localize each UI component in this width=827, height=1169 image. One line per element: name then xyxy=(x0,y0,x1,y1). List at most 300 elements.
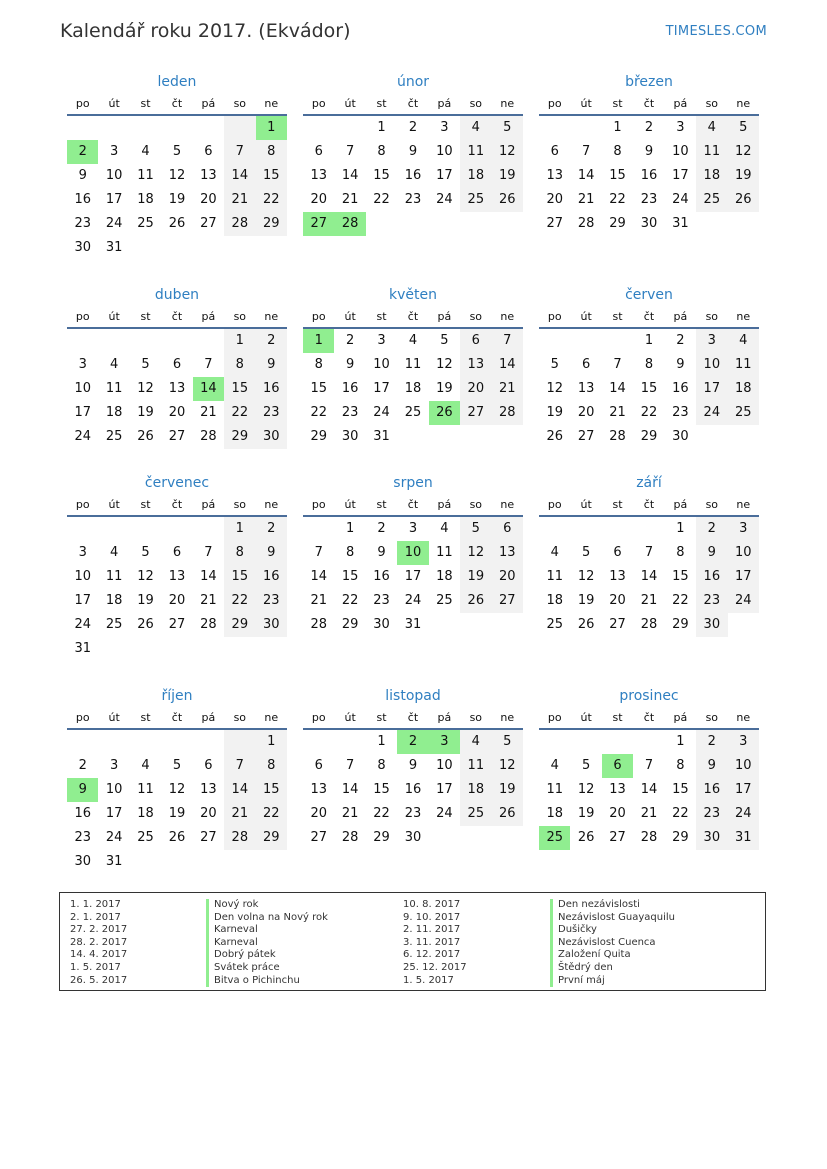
calendar-day: 12 xyxy=(436,357,453,372)
calendar-day: 11 xyxy=(728,353,759,377)
calendar-day: 16 xyxy=(74,806,91,821)
day-grid xyxy=(303,517,523,637)
calendar-day: 18 xyxy=(105,593,123,608)
day-grid xyxy=(67,517,287,661)
weekday-label: čt xyxy=(171,310,183,323)
day-grid xyxy=(67,329,287,449)
calendar-day: 25 xyxy=(546,617,563,632)
calendar-day: 25 xyxy=(105,617,123,632)
calendar-day: 2 xyxy=(78,758,87,773)
holiday-day: 25 xyxy=(539,826,570,850)
calendar-day: 9 xyxy=(408,144,418,159)
empty-cell xyxy=(161,517,192,541)
calendar-day: 27 xyxy=(168,617,186,632)
calendar-day: 8 xyxy=(224,541,255,565)
calendar-day: 14 xyxy=(492,353,523,377)
weekday-label: pá xyxy=(673,97,688,110)
weekday-label: čt xyxy=(643,310,655,323)
holiday-day: 1 xyxy=(303,329,334,353)
empty-cell xyxy=(570,116,601,140)
calendar-day: 3 xyxy=(377,333,386,348)
calendar-day: 23 xyxy=(256,401,287,425)
day-grid xyxy=(539,116,759,236)
calendar-day: 27 xyxy=(609,830,626,845)
calendar-day: 15 xyxy=(373,782,390,797)
calendar-day: 22 xyxy=(256,802,287,826)
calendar-day: 26 xyxy=(546,429,563,444)
calendar-day: 24 xyxy=(672,192,689,207)
legend-date: 9. 10. 2017 xyxy=(403,911,461,923)
calendar-day: 11 xyxy=(137,782,154,797)
weekday-label: pá xyxy=(201,310,216,323)
calendar-day: 29 xyxy=(224,425,255,449)
empty-cell xyxy=(303,730,334,754)
weekday-label: so xyxy=(233,310,247,323)
calendar-day: 19 xyxy=(492,778,523,802)
site-link[interactable]: TIMESLES.COM xyxy=(665,24,767,39)
calendar-day: 14 xyxy=(577,168,595,183)
calendar-day: 12 xyxy=(728,140,759,164)
calendar-day: 4 xyxy=(109,357,119,372)
calendar-day: 13 xyxy=(310,782,327,797)
calendar-day: 23 xyxy=(74,830,91,845)
calendar-day: 24 xyxy=(696,401,727,425)
weekday-label: út xyxy=(108,711,120,724)
calendar-day: 21 xyxy=(200,593,217,608)
legend-date: 2. 1. 2017 xyxy=(70,911,121,923)
weekday-label: st xyxy=(376,310,387,323)
weekday-label: po xyxy=(547,310,562,323)
calendar-day: 24 xyxy=(728,589,759,613)
calendar-day: 13 xyxy=(200,782,217,797)
calendar-day: 10 xyxy=(105,168,123,183)
calendar-day: 21 xyxy=(609,405,626,420)
calendar-day: 28 xyxy=(492,401,523,425)
calendar-day: 1 xyxy=(224,329,255,353)
calendar-day: 20 xyxy=(492,565,523,589)
month-calendar xyxy=(303,72,523,236)
month-name: září xyxy=(636,475,662,491)
calendar-day: 19 xyxy=(137,593,154,608)
weekday-label: čt xyxy=(171,97,183,110)
month-name: březen xyxy=(625,74,673,90)
calendar-day: 31 xyxy=(373,429,390,444)
calendar-day: 26 xyxy=(137,617,154,632)
calendar-day: 13 xyxy=(310,168,327,183)
weekday-label: so xyxy=(233,498,247,511)
calendar-day: 25 xyxy=(105,429,123,444)
calendar-day: 15 xyxy=(224,565,255,589)
weekday-label: po xyxy=(311,97,326,110)
calendar-day: 3 xyxy=(109,758,119,773)
calendar-day: 7 xyxy=(224,754,255,778)
calendar-day: 16 xyxy=(256,377,287,401)
empty-cell xyxy=(303,517,334,541)
empty-cell xyxy=(130,730,161,754)
weekday-header xyxy=(303,305,523,329)
calendar-day: 24 xyxy=(436,806,453,821)
calendar-day: 12 xyxy=(137,381,154,396)
calendar-day: 29 xyxy=(310,429,327,444)
month-calendar xyxy=(539,72,759,236)
calendar-day: 25 xyxy=(436,593,453,608)
calendar-day: 6 xyxy=(550,144,559,159)
calendar-day: 8 xyxy=(224,353,255,377)
weekday-label: pá xyxy=(201,498,216,511)
calendar-day: 31 xyxy=(105,854,123,869)
empty-cell xyxy=(570,517,601,541)
holiday-day: 10 xyxy=(397,541,428,565)
calendar-day: 28 xyxy=(224,212,255,236)
legend-date: 1. 5. 2017 xyxy=(70,961,121,973)
weekday-header xyxy=(303,493,523,517)
legend-holiday-name: První máj xyxy=(550,975,675,988)
weekday-label: st xyxy=(140,97,151,110)
calendar-day: 30 xyxy=(672,429,689,444)
calendar-day: 27 xyxy=(609,617,626,632)
calendar-day: 19 xyxy=(168,806,186,821)
calendar-day: 15 xyxy=(341,569,359,584)
calendar-day: 19 xyxy=(137,405,154,420)
empty-cell xyxy=(602,517,633,541)
calendar-day: 30 xyxy=(696,613,727,637)
weekday-label: st xyxy=(376,97,387,110)
calendar-day: 20 xyxy=(310,806,327,821)
calendar-day: 17 xyxy=(728,778,759,802)
calendar-day: 26 xyxy=(137,429,154,444)
calendar-day: 15 xyxy=(310,381,327,396)
calendar-day: 25 xyxy=(728,401,759,425)
weekday-label: st xyxy=(612,711,623,724)
calendar-day: 6 xyxy=(613,545,622,560)
empty-cell xyxy=(633,730,664,754)
calendar-day: 5 xyxy=(172,144,182,159)
holiday-day: 14 xyxy=(193,377,224,401)
calendar-day: 4 xyxy=(141,144,150,159)
calendar-day: 24 xyxy=(728,802,759,826)
calendar-day: 12 xyxy=(577,782,595,797)
calendar-day: 29 xyxy=(341,617,359,632)
calendar-day: 15 xyxy=(672,569,689,584)
month-name: červenec xyxy=(144,475,210,491)
calendar-day: 9 xyxy=(676,357,685,372)
calendar-day: 8 xyxy=(345,545,355,560)
weekday-label: ne xyxy=(264,711,279,724)
calendar-day: 24 xyxy=(436,192,453,207)
weekday-label: čt xyxy=(407,498,419,511)
month-name: prosinec xyxy=(619,688,679,704)
weekday-label: ne xyxy=(264,97,279,110)
legend-holiday-name: Štědrý den xyxy=(550,962,675,975)
calendar-day: 20 xyxy=(200,192,217,207)
calendar-day: 29 xyxy=(256,826,287,850)
calendar-day: 6 xyxy=(492,517,523,541)
empty-cell xyxy=(570,329,601,353)
calendar-day: 8 xyxy=(676,545,685,560)
weekday-label: út xyxy=(108,97,120,110)
calendar-day: 15 xyxy=(256,778,287,802)
calendar-day: 25 xyxy=(137,830,154,845)
weekday-label: út xyxy=(344,498,356,511)
weekday-label: st xyxy=(612,498,623,511)
weekday-label: út xyxy=(344,711,356,724)
calendar-day: 15 xyxy=(256,164,287,188)
calendar-day: 30 xyxy=(373,617,390,632)
calendar-day: 26 xyxy=(577,830,595,845)
calendar-day: 8 xyxy=(256,140,287,164)
calendar-day: 4 xyxy=(109,545,119,560)
calendar-day: 15 xyxy=(609,168,626,183)
month-calendar xyxy=(67,72,287,260)
calendar-day: 4 xyxy=(408,333,418,348)
weekday-label: po xyxy=(75,310,90,323)
calendar-day: 19 xyxy=(492,164,523,188)
calendar-day: 1 xyxy=(377,120,386,135)
calendar-day: 7 xyxy=(314,545,323,560)
calendar-day: 24 xyxy=(105,830,123,845)
calendar-day: 16 xyxy=(373,569,390,584)
weekday-label: po xyxy=(75,97,90,110)
calendar-day: 27 xyxy=(200,216,217,231)
weekday-label: čt xyxy=(407,711,419,724)
calendar-day: 18 xyxy=(105,405,123,420)
weekday-label: po xyxy=(311,498,326,511)
calendar-day: 26 xyxy=(460,589,491,613)
empty-cell xyxy=(539,329,570,353)
calendar-day: 18 xyxy=(436,569,453,584)
calendar-day: 25 xyxy=(460,188,491,212)
calendar-day: 27 xyxy=(200,830,217,845)
empty-cell xyxy=(98,116,129,140)
calendar-day: 28 xyxy=(577,216,595,231)
calendar-day: 6 xyxy=(172,357,182,372)
calendar-day: 9 xyxy=(256,353,287,377)
holiday-day: 3 xyxy=(429,730,460,754)
legend-holiday-name: Nezávislost Cuenca xyxy=(550,937,675,950)
day-grid xyxy=(539,517,759,637)
calendar-day: 5 xyxy=(550,357,559,372)
calendar-day: 5 xyxy=(460,517,491,541)
calendar-day: 20 xyxy=(168,405,186,420)
calendar-day: 9 xyxy=(408,758,418,773)
calendar-day: 22 xyxy=(256,188,287,212)
calendar-day: 16 xyxy=(672,381,689,396)
weekday-label: so xyxy=(469,310,483,323)
calendar-day: 8 xyxy=(377,758,386,773)
calendar-day: 25 xyxy=(696,188,727,212)
calendar-day: 9 xyxy=(78,168,87,183)
empty-cell xyxy=(161,329,192,353)
month-name: leden xyxy=(157,74,197,90)
calendar-day: 26 xyxy=(492,188,523,212)
calendar-day: 11 xyxy=(404,357,422,372)
legend-dates-right xyxy=(403,899,467,987)
calendar-day: 4 xyxy=(550,545,559,560)
weekday-label: pá xyxy=(437,711,452,724)
calendar-day: 23 xyxy=(256,589,287,613)
weekday-label: út xyxy=(580,498,592,511)
day-grid xyxy=(303,116,523,236)
month-calendar xyxy=(303,473,523,637)
calendar-day: 21 xyxy=(640,593,658,608)
holiday-day: 26 xyxy=(429,401,460,425)
calendar-day: 23 xyxy=(696,802,727,826)
calendar-day: 12 xyxy=(460,541,491,565)
weekday-label: út xyxy=(344,97,356,110)
weekday-label: so xyxy=(705,97,719,110)
calendar-day: 19 xyxy=(436,381,453,396)
holiday-day: 27 xyxy=(303,212,334,236)
weekday-label: po xyxy=(311,310,326,323)
calendar-day: 7 xyxy=(644,545,654,560)
calendar-day: 2 xyxy=(644,120,654,135)
calendar-day: 23 xyxy=(640,192,658,207)
empty-cell xyxy=(224,730,255,754)
calendar-day: 10 xyxy=(436,144,453,159)
calendar-day: 11 xyxy=(460,140,491,164)
calendar-day: 13 xyxy=(609,569,626,584)
legend-date: 1. 5. 2017 xyxy=(403,974,454,986)
weekday-label: čt xyxy=(407,97,419,110)
holiday-day: 2 xyxy=(67,140,98,164)
calendar-day: 14 xyxy=(609,381,626,396)
calendar-day: 1 xyxy=(256,730,287,754)
calendar-day: 21 xyxy=(492,377,523,401)
empty-cell xyxy=(67,116,98,140)
calendar-day: 27 xyxy=(168,429,186,444)
weekday-label: út xyxy=(108,310,120,323)
calendar-day: 25 xyxy=(460,802,491,826)
calendar-day: 18 xyxy=(137,806,154,821)
empty-cell xyxy=(539,517,570,541)
calendar-day: 13 xyxy=(460,353,491,377)
calendar-day: 3 xyxy=(78,357,87,372)
legend-holiday-name: Dobrý pátek xyxy=(206,949,328,962)
legend-names-right xyxy=(550,899,675,987)
calendar-day: 19 xyxy=(577,593,595,608)
calendar-day: 30 xyxy=(74,240,91,255)
calendar-day: 16 xyxy=(404,168,422,183)
day-grid xyxy=(67,116,287,260)
calendar-day: 22 xyxy=(609,192,626,207)
empty-cell xyxy=(161,730,192,754)
weekday-label: ne xyxy=(736,498,751,511)
calendar-day: 6 xyxy=(204,144,213,159)
calendar-day: 10 xyxy=(672,144,689,159)
calendar-day: 27 xyxy=(460,401,491,425)
calendar-day: 21 xyxy=(341,806,359,821)
weekday-header xyxy=(67,92,287,116)
weekday-label: čt xyxy=(407,310,419,323)
calendar-day: 10 xyxy=(74,569,91,584)
calendar-day: 20 xyxy=(546,192,563,207)
calendar-day: 1 xyxy=(377,734,386,749)
calendar-day: 15 xyxy=(672,782,689,797)
calendar-day: 16 xyxy=(696,565,727,589)
calendar-day: 1 xyxy=(676,734,685,749)
calendar-day: 11 xyxy=(696,140,727,164)
calendar-day: 20 xyxy=(310,192,327,207)
calendar-day: 2 xyxy=(256,329,287,353)
calendar-day: 28 xyxy=(341,830,359,845)
weekday-header xyxy=(67,305,287,329)
weekday-label: po xyxy=(547,498,562,511)
calendar-day: 23 xyxy=(404,806,422,821)
calendar-day: 5 xyxy=(492,730,523,754)
month-name: listopad xyxy=(385,688,441,704)
calendar-day: 18 xyxy=(460,164,491,188)
legend-date: 25. 12. 2017 xyxy=(403,961,467,973)
calendar-day: 7 xyxy=(644,758,654,773)
month-name: duben xyxy=(154,287,200,303)
legend-holiday-name: Karneval xyxy=(206,937,328,950)
calendar-day: 1 xyxy=(224,517,255,541)
legend-date: 27. 2. 2017 xyxy=(70,924,128,936)
calendar-day: 11 xyxy=(105,569,123,584)
calendar-day: 23 xyxy=(696,589,727,613)
weekday-label: čt xyxy=(643,498,655,511)
calendar-day: 3 xyxy=(440,120,449,135)
calendar-day: 2 xyxy=(256,517,287,541)
empty-cell xyxy=(130,517,161,541)
calendar-day: 5 xyxy=(172,758,182,773)
calendar-day: 29 xyxy=(672,617,689,632)
calendar-day: 20 xyxy=(609,593,626,608)
calendar-day: 21 xyxy=(224,802,255,826)
calendar-day: 31 xyxy=(74,641,91,656)
calendar-day: 22 xyxy=(224,589,255,613)
calendar-day: 31 xyxy=(105,240,123,255)
calendar-day: 4 xyxy=(460,730,491,754)
calendar-day: 9 xyxy=(345,357,355,372)
calendar-day: 13 xyxy=(577,381,595,396)
weekday-label: ne xyxy=(736,711,751,724)
empty-cell xyxy=(67,730,98,754)
calendar-day: 5 xyxy=(492,116,523,140)
weekday-label: ne xyxy=(500,97,515,110)
weekday-label: st xyxy=(140,711,151,724)
calendar-day: 19 xyxy=(546,405,563,420)
calendar-day: 25 xyxy=(137,216,154,231)
month-calendar xyxy=(539,285,759,449)
calendar-day: 2 xyxy=(377,521,386,536)
calendar-day: 21 xyxy=(310,593,327,608)
weekday-label: ne xyxy=(500,711,515,724)
holiday-day: 9 xyxy=(67,778,98,802)
empty-cell xyxy=(98,517,129,541)
calendar-day: 6 xyxy=(314,144,323,159)
calendar-day: 3 xyxy=(78,545,87,560)
calendar-day: 29 xyxy=(373,830,390,845)
legend-holiday-name: Den nezávislosti xyxy=(550,899,675,912)
calendar-day: 24 xyxy=(404,593,422,608)
legend-holiday-name: Nový rok xyxy=(206,899,328,912)
calendar-day: 2 xyxy=(345,333,355,348)
weekday-label: ne xyxy=(264,310,279,323)
calendar-day: 18 xyxy=(696,164,727,188)
calendar-day: 12 xyxy=(492,754,523,778)
calendar-day: 14 xyxy=(640,569,658,584)
weekday-label: út xyxy=(108,498,120,511)
calendar-day: 20 xyxy=(168,593,186,608)
calendar-day: 1 xyxy=(345,521,355,536)
calendar-day: 13 xyxy=(168,569,186,584)
empty-cell xyxy=(67,329,98,353)
calendar-day: 18 xyxy=(460,778,491,802)
calendar-day: 16 xyxy=(404,782,422,797)
legend-holiday-name: Bitva o Pichinchu xyxy=(206,975,328,988)
calendar-day: 22 xyxy=(640,405,658,420)
